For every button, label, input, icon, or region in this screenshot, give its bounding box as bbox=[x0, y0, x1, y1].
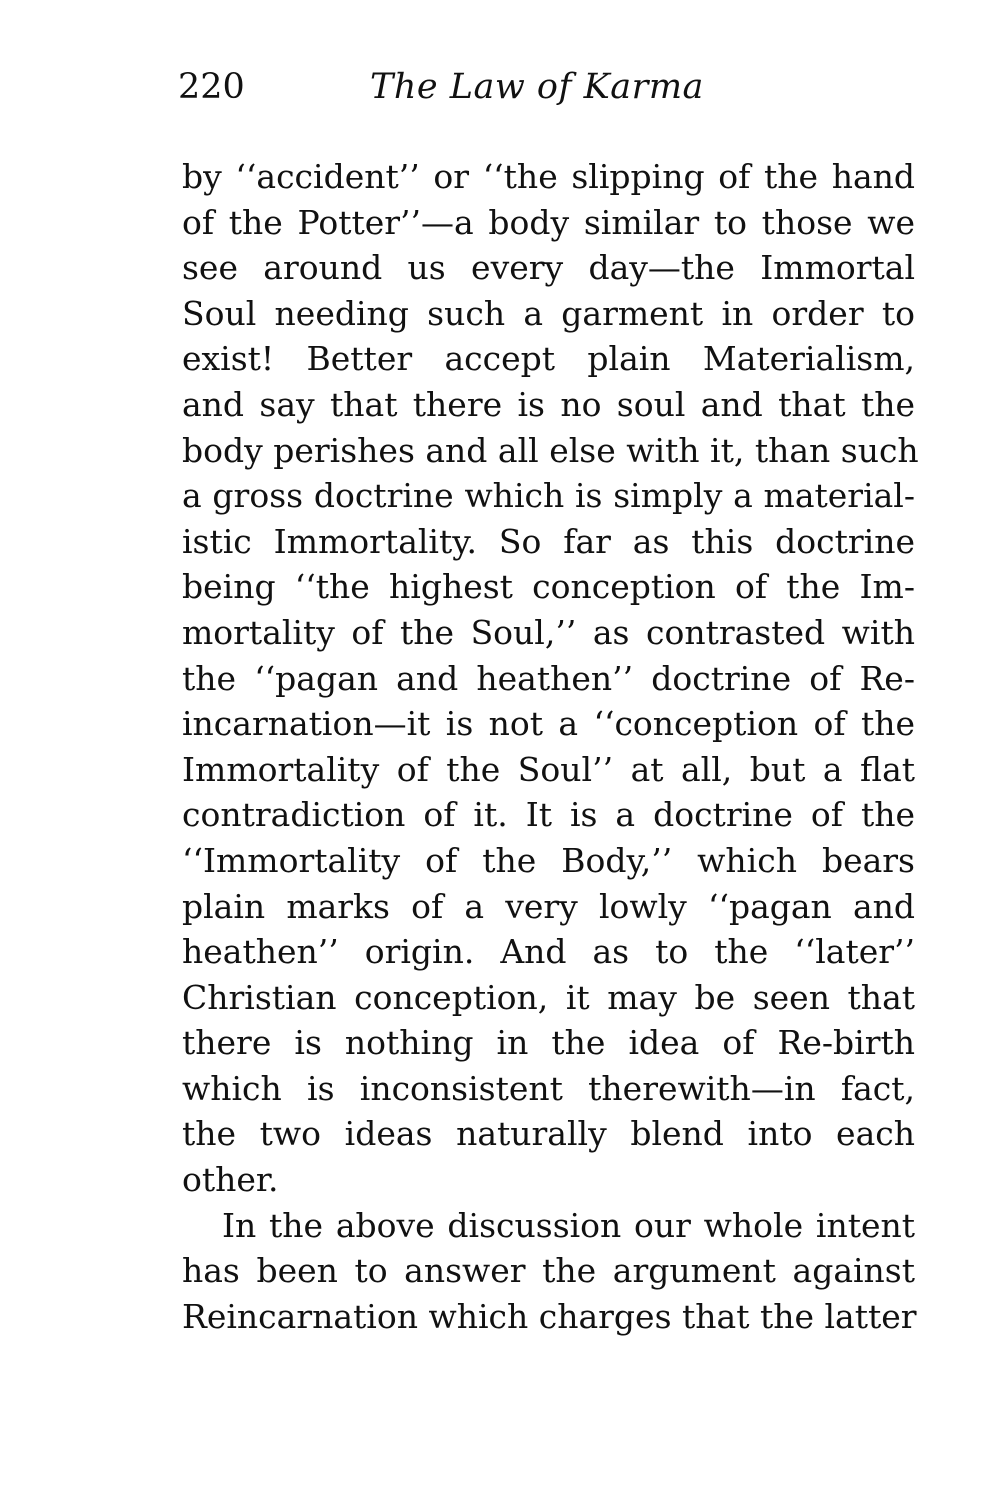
text-line: being ‘‘the highest conception of the Im- bbox=[182, 567, 915, 607]
text-line: Reincarnation which charges that the latter bbox=[182, 1296, 917, 1336]
text-line: of the Potter’’—a body similar to those we bbox=[182, 202, 915, 242]
text-line: incarnation—it is not a ‘‘conception of the bbox=[182, 704, 915, 744]
paragraph-1 bbox=[182, 154, 919, 1203]
text-line: Christian conception, it may be seen that bbox=[182, 977, 915, 1017]
text-line: the ‘‘pagan and heathen’’ doctrine of Re- bbox=[182, 658, 915, 698]
text-line: by ‘‘accident’’ or ‘‘the slipping of the hand bbox=[182, 157, 915, 196]
text-line: see around us every day—the Immortal bbox=[182, 248, 915, 288]
text-line: In the above discussion our whole intent bbox=[222, 1205, 915, 1245]
text-line: ‘‘Immortality of the Body,’’ which bears bbox=[182, 840, 915, 880]
text-line: has been to answer the argument against bbox=[182, 1251, 915, 1291]
text-line: Immortality of the Soul’’ at all, but a flat bbox=[182, 749, 915, 789]
text-line: istic Immortality. So far as this doctrine bbox=[182, 521, 915, 561]
text-line: contradiction of it. It is a doctrine of the bbox=[182, 795, 915, 835]
text-line: plain marks of a very lowly ‘‘pagan and bbox=[182, 886, 915, 926]
text-line: body perishes and all else with it, than such bbox=[182, 430, 919, 470]
text-line: exist! Better accept plain Materialism, bbox=[182, 339, 915, 379]
running-head bbox=[178, 62, 918, 112]
book-title: The Law of Karma bbox=[370, 67, 704, 107]
text-line: Soul needing such a garment in order to bbox=[182, 293, 915, 333]
body-text bbox=[182, 154, 919, 1339]
text-line: other. bbox=[182, 1160, 279, 1200]
paragraph-2 bbox=[182, 1203, 915, 1340]
text-line: a gross doctrine which is simply a material- bbox=[182, 476, 915, 516]
text-line: which is inconsistent therewith—in fact, bbox=[182, 1068, 915, 1108]
text-line: mortality of the Soul,’’ as contrasted with bbox=[182, 612, 915, 652]
text-line: the two ideas naturally blend into each bbox=[182, 1114, 915, 1154]
text-line: and say that there is no soul and that the bbox=[182, 384, 915, 424]
text-line: there is nothing in the idea of Re-birth bbox=[182, 1023, 915, 1063]
text-line: heathen’’ origin. And as to the ‘‘later’’ bbox=[182, 932, 915, 972]
page-number: 220 bbox=[178, 67, 245, 107]
